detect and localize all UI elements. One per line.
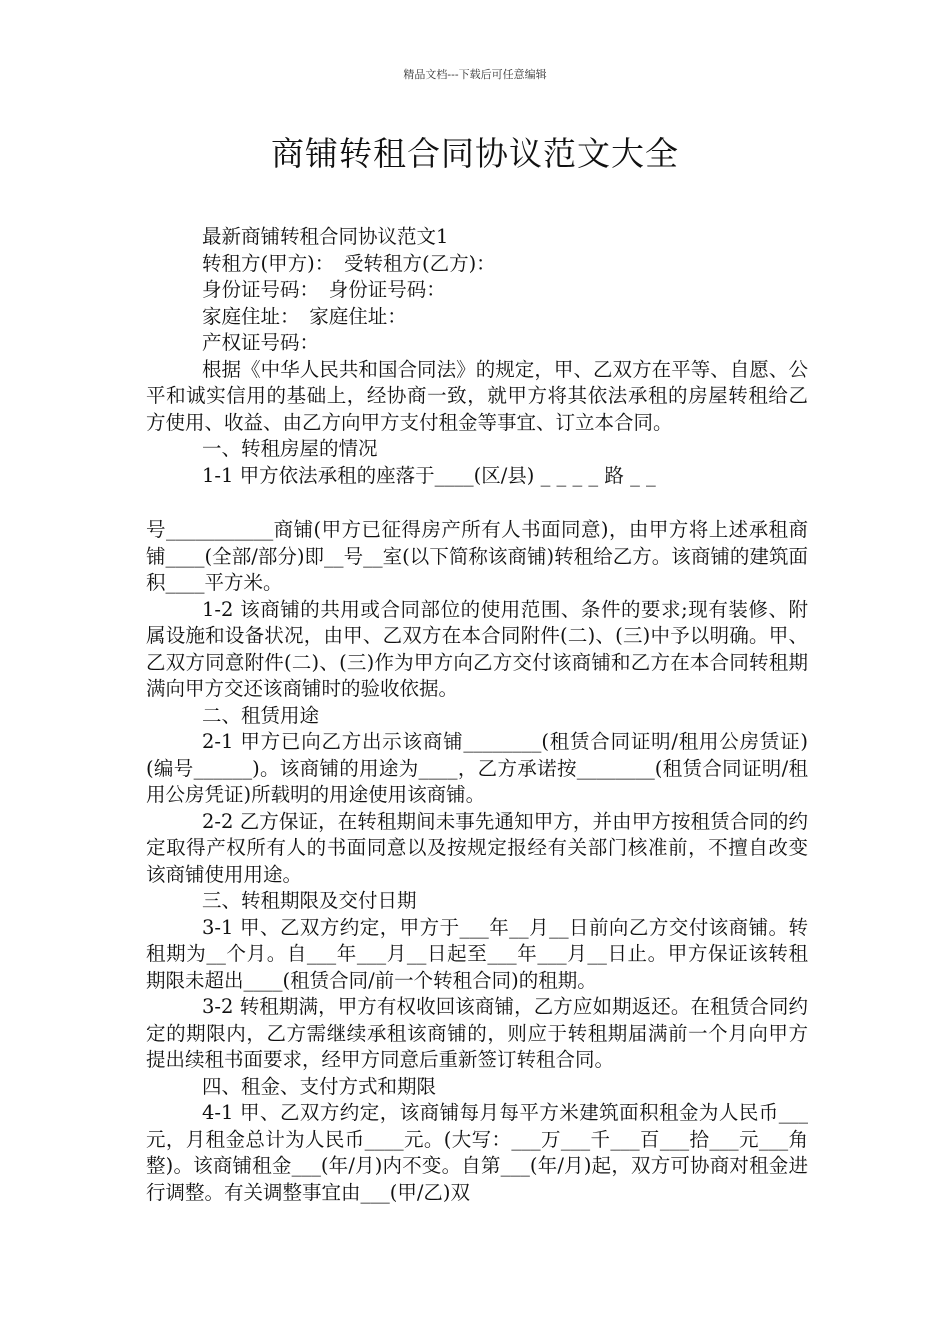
document-body: [146, 224, 808, 1206]
clause-3-2: 3-2 转租期满，甲方有权收回该商铺，乙方应如期返还。在租赁合同约定的期限内，乙方需继续承租该商铺的，则应于转租期届满前一个月向甲方提出续租书面要求，经甲方同意后重新签订转租合同。: [146, 995, 808, 1071]
clause-2-1: 2-1 甲方已向乙方出示该商铺________(租赁合同证明/租用公房赁证)(编号______)。该商铺的用途为____，乙方承诺按________(租赁合同证明/租用公房凭证)所载明的用途使用该商铺。: [146, 730, 808, 806]
clause-2-2: 2-2 乙方保证，在转租期间未事先通知甲方，并由甲方按租赁合同的约定取得产权所有人的书面同意以及按规定报经有关部门核准前，不擅自改变该商铺使用用途。: [146, 809, 808, 886]
clause-4-1: 4-1 甲、乙双方约定，该商铺每月每平方米建筑面积租金为人民币___元，月租金总计为人民币____元。(大写：___万___千___百___拾___元___角整)。该商铺租金___(年/月)内不变。自第___(年/月)起，双方可协商对租金进行调整。有关调整事宜由___(甲/乙)双: [146, 1101, 808, 1204]
document-subtitle: 最新商铺转租合同协议范文1: [202, 225, 449, 248]
clause-1-1-continued: 号___________商铺(甲方已征得房产所有人书面同意)，由甲方将上述承租商铺____(全部/部分)即__号__室(以下简称该商铺)转租给乙方。该商铺的建筑面积____平方米。: [146, 518, 808, 594]
document-title: 商铺转租合同协议范文大全: [271, 134, 679, 173]
section-heading-2: 二、租赁用途: [202, 703, 320, 727]
clause-1-1-first-line: 1-1 甲方依法承租的座落于____(区/县) _ _ _ _ 路 _ _: [202, 463, 656, 487]
blank-gap: [146, 489, 808, 517]
party-line-names: 转租方(甲方)： 受转租方(乙方)：: [202, 251, 496, 275]
clause-1-2: 1-2 该商铺的共用或合同部位的使用范围、条件的要求;现有装修、附属设施和设备状况，由甲、乙双方在本合同附件(二)、(三)中予以明确。甲、乙双方同意附件(二)、(三)作为甲方向乙方交付该商铺和乙方在本合同转租期满向甲方交还该商铺时的验收依据。: [146, 597, 808, 700]
page-header-note: 精品文档---下载后可任意编辑: [403, 68, 547, 81]
party-line-address: 家庭住址： 家庭住址：: [202, 304, 407, 328]
section-heading-1: 一、转租房屋的情况: [202, 437, 378, 460]
preamble-paragraph: 根据《中华人民共和国合同法》的规定，甲、乙双方在平等、自愿、公平和诚实信用的基础上，经协商一致，就甲方将其依法承租的房屋转租给乙方使用、收益、由乙方向甲方支付租金等事宜、订立本合同。: [146, 357, 808, 434]
clause-3-1: 3-1 甲、乙双方约定，甲方于___年__月__日前向乙方交付该商铺。转租期为__个月。自___年___月__日起至___年___月__日止。甲方保证该转租期限未超出____(租赁合同/前一个转租合同)的租期。: [146, 915, 808, 992]
party-line-id: 身份证号码： 身份证号码：: [202, 278, 446, 301]
party-line-title-deed: 产权证号码：: [202, 331, 320, 354]
section-heading-3: 三、转租期限及交付日期: [202, 889, 417, 912]
section-heading-4: 四、租金、支付方式和期限: [202, 1074, 437, 1098]
